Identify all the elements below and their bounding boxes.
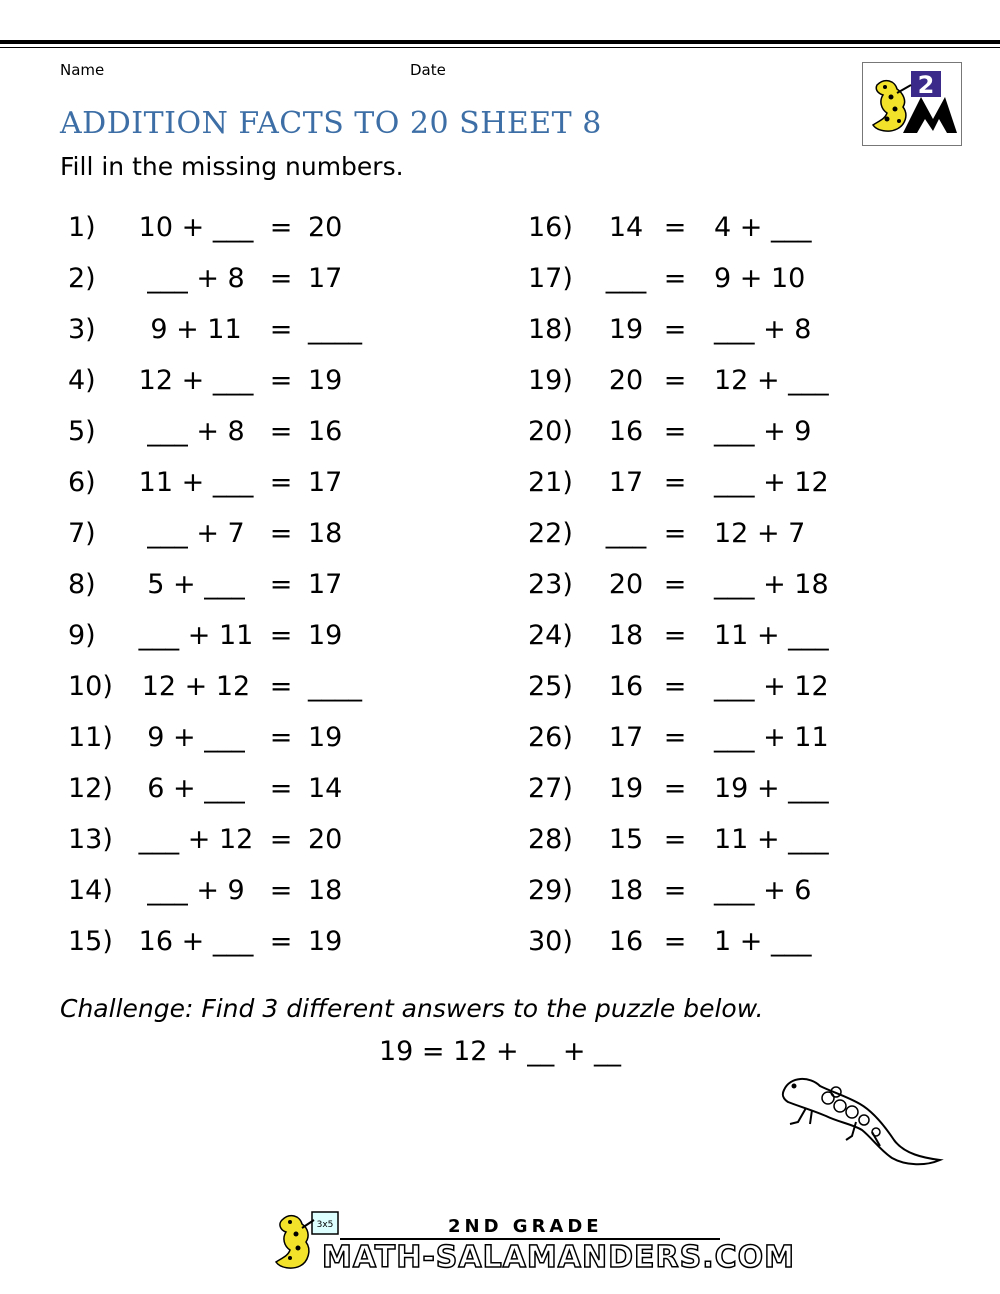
problem-right-side: 19: [308, 620, 343, 651]
problem-number: 26): [528, 722, 573, 753]
problem-number: 29): [528, 875, 573, 906]
footer-board-text: 3x5: [316, 1220, 334, 1230]
problem-right-side: ___ + 18: [714, 569, 829, 600]
problem-number: 17): [528, 263, 573, 294]
problem-equals: =: [663, 467, 687, 498]
problem-left-side: 20: [608, 365, 644, 396]
problem-equals: =: [663, 773, 687, 804]
problem-row: [0, 820, 1000, 860]
problem-row: [0, 616, 1000, 656]
problem-left-side: 16: [608, 671, 644, 702]
problem-right-side: 1 + ___: [714, 926, 812, 957]
problem-equals: =: [663, 824, 687, 855]
challenge-puzzle: 19 = 12 + __ + __: [378, 1036, 622, 1067]
problem-number: 8): [68, 569, 96, 600]
problem-number: 1): [68, 212, 96, 243]
problem-row: [0, 565, 1000, 605]
challenge-text: Challenge: Find 3 different answers to the puzzle below.: [60, 994, 764, 1023]
problem-left-side: 17: [608, 467, 644, 498]
problem-number: 2): [68, 263, 96, 294]
problem-left-side: ___: [605, 518, 647, 549]
problem-number: 22): [528, 518, 573, 549]
problem-right-side: 14: [308, 773, 343, 804]
problem-row: [0, 769, 1000, 809]
salamander-illustration-icon: [776, 1070, 946, 1170]
problem-right-side: ___ + 12: [714, 467, 829, 498]
problem-right-side: 11 + ___: [714, 620, 829, 651]
problem-equals: =: [269, 926, 293, 957]
problem-number: 11): [68, 722, 113, 753]
problem-right-side: 20: [308, 212, 343, 243]
problem-number: 16): [528, 212, 573, 243]
problem-left-side: 17: [608, 722, 644, 753]
logo-number: 2: [917, 71, 935, 99]
problem-number: 18): [528, 314, 573, 345]
problem-left-side: 6 + ___: [147, 773, 245, 804]
problem-row: [0, 310, 1000, 350]
problem-number: 21): [528, 467, 573, 498]
problem-number: 15): [68, 926, 113, 957]
problem-row: [0, 412, 1000, 452]
problem-left-side: ___ + 8: [147, 416, 245, 447]
problem-number: 14): [68, 875, 113, 906]
problem-right-side: ___ + 11: [714, 722, 829, 753]
problem-right-side: 20: [308, 824, 343, 855]
problem-equals: =: [269, 467, 293, 498]
problem-number: 13): [68, 824, 113, 855]
problem-number: 27): [528, 773, 573, 804]
problem-left-side: ___ + 12: [138, 824, 254, 855]
problem-left-side: 14: [608, 212, 644, 243]
salamander-logo-icon: [863, 63, 961, 145]
problem-left-side: 11 + ___: [138, 467, 254, 498]
problem-right-side: 19: [308, 722, 343, 753]
problem-row: [0, 667, 1000, 707]
problem-right-side: 9 + 10: [714, 263, 806, 294]
problem-equals: =: [663, 263, 687, 294]
problem-row: [0, 718, 1000, 758]
problem-equals: =: [269, 263, 293, 294]
problem-number: 23): [528, 569, 573, 600]
problem-right-side: 18: [308, 875, 343, 906]
problem-left-side: 16 + ___: [138, 926, 254, 957]
problem-left-side: 9 + ___: [147, 722, 245, 753]
problem-right-side: 17: [308, 263, 343, 294]
problem-equals: =: [269, 314, 293, 345]
problem-right-side: 16: [308, 416, 343, 447]
problem-equals: =: [269, 875, 293, 906]
problem-right-side: 18: [308, 518, 343, 549]
problem-equals: =: [663, 671, 687, 702]
problem-equals: =: [663, 722, 687, 753]
problem-equals: =: [663, 875, 687, 906]
problem-right-side: ____: [308, 314, 362, 345]
problem-right-side: 12 + ___: [714, 365, 829, 396]
problem-row: [0, 922, 1000, 962]
problem-row: [0, 208, 1000, 248]
page-title: ADDITION FACTS TO 20 SHEET 8: [60, 106, 602, 141]
problem-equals: =: [663, 569, 687, 600]
problem-equals: =: [663, 314, 687, 345]
problem-number: 12): [68, 773, 113, 804]
problem-equals: =: [663, 926, 687, 957]
problem-equals: =: [663, 518, 687, 549]
problem-number: 24): [528, 620, 573, 651]
problem-number: 20): [528, 416, 573, 447]
problem-number: 10): [68, 671, 113, 702]
problem-number: 7): [68, 518, 96, 549]
problem-left-side: 15: [608, 824, 644, 855]
problem-row: [0, 514, 1000, 554]
problem-equals: =: [269, 569, 293, 600]
problem-number: 28): [528, 824, 573, 855]
name-label: Name: [60, 61, 105, 79]
problem-row: [0, 463, 1000, 503]
problem-left-side: ___: [605, 263, 647, 294]
problem-right-side: 4 + ___: [714, 212, 812, 243]
problem-equals: =: [663, 620, 687, 651]
grade-logo: [862, 62, 962, 146]
problem-number: 25): [528, 671, 573, 702]
problem-number: 3): [68, 314, 96, 345]
footer-grade: 2ND GRADE: [448, 1216, 603, 1237]
instructions: Fill in the missing numbers.: [60, 152, 404, 181]
problem-row: [0, 259, 1000, 299]
problem-number: 19): [528, 365, 573, 396]
problem-number: 4): [68, 365, 96, 396]
problem-equals: =: [269, 416, 293, 447]
problem-equals: =: [269, 365, 293, 396]
problem-right-side: 12 + 7: [714, 518, 806, 549]
header-rule-thin: [0, 47, 1000, 48]
problem-equals: =: [269, 212, 293, 243]
problem-left-side: 5 + ___: [147, 569, 245, 600]
problem-left-side: 19: [608, 773, 644, 804]
problem-left-side: 19: [608, 314, 644, 345]
problem-number: 9): [68, 620, 96, 651]
problem-equals: =: [269, 671, 293, 702]
problem-left-side: 12 + 12: [141, 671, 251, 702]
problem-equals: =: [663, 212, 687, 243]
problem-equals: =: [269, 620, 293, 651]
problem-left-side: 18: [608, 620, 644, 651]
problem-equals: =: [269, 722, 293, 753]
problem-right-side: 17: [308, 467, 343, 498]
problem-right-side: ___ + 9: [714, 416, 812, 447]
problem-right-side: 19 + ___: [714, 773, 829, 804]
problem-right-side: 11 + ___: [714, 824, 829, 855]
problem-right-side: 19: [308, 365, 343, 396]
problem-right-side: 19: [308, 926, 343, 957]
problem-right-side: ___ + 6: [714, 875, 812, 906]
problem-left-side: 16: [608, 926, 644, 957]
problem-left-side: ___ + 8: [147, 263, 245, 294]
problem-left-side: ___ + 7: [147, 518, 245, 549]
problem-right-side: ___ + 8: [714, 314, 812, 345]
problem-equals: =: [663, 416, 687, 447]
problem-number: 5): [68, 416, 96, 447]
problem-row: [0, 871, 1000, 911]
problem-right-side: ____: [308, 671, 362, 702]
problem-left-side: 20: [608, 569, 644, 600]
problem-equals: =: [663, 365, 687, 396]
problem-left-side: 12 + ___: [138, 365, 254, 396]
problem-left-side: 16: [608, 416, 644, 447]
problem-row: [0, 361, 1000, 401]
problem-number: 30): [528, 926, 573, 957]
problem-left-side: ___ + 9: [147, 875, 245, 906]
problem-right-side: ___ + 12: [714, 671, 829, 702]
problem-right-side: 17: [308, 569, 343, 600]
problem-number: 6): [68, 467, 96, 498]
header-rule: [0, 40, 1000, 44]
problem-left-side: 18: [608, 875, 644, 906]
problem-equals: =: [269, 773, 293, 804]
problem-left-side: 10 + ___: [138, 212, 254, 243]
problem-left-side: ___ + 11: [138, 620, 254, 651]
problem-left-side: 9 + 11: [150, 314, 242, 345]
problem-equals: =: [269, 824, 293, 855]
footer-site-link[interactable]: MATH-SALAMANDERS.COM: [322, 1240, 795, 1275]
problem-equals: =: [269, 518, 293, 549]
date-label: Date: [410, 61, 446, 79]
